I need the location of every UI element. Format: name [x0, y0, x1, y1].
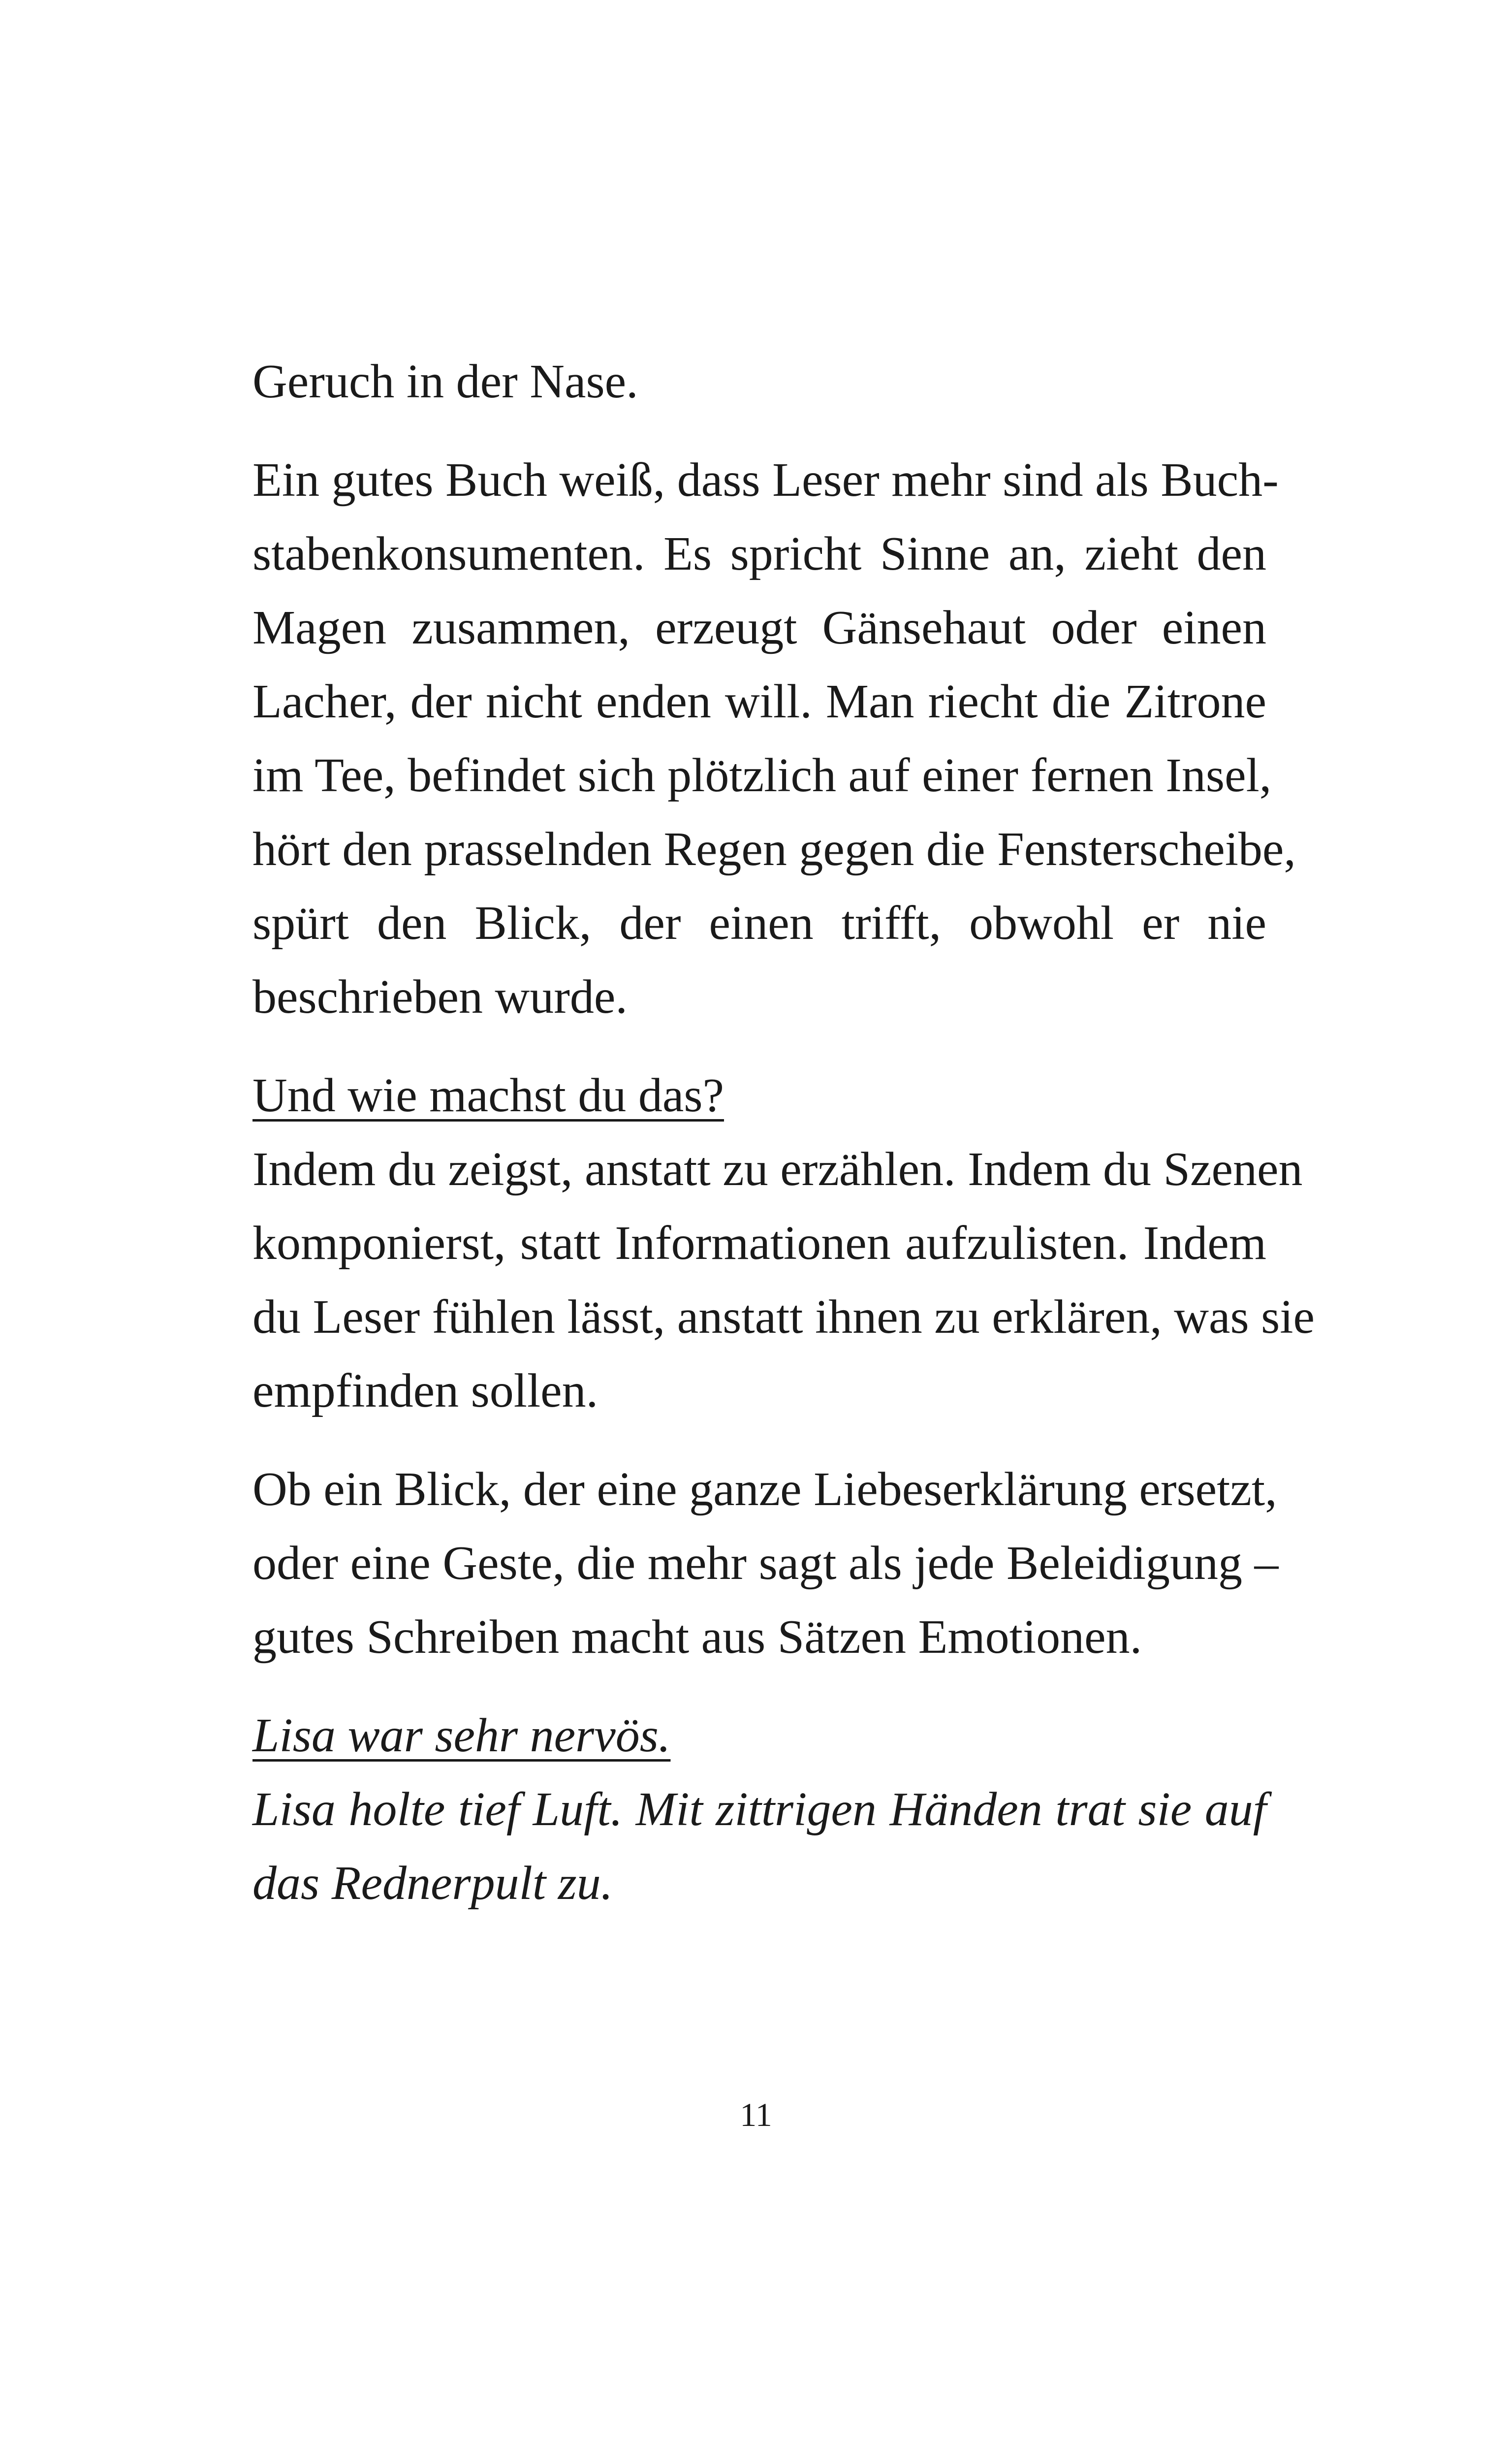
text-line: im Tee, befindet sich plötzlich auf einer fernen Insel, [252, 749, 1272, 802]
text-line: stabenkonsumenten. Es spricht Sinne an, zieht den [252, 527, 1266, 580]
text-line: gutes Schreiben macht aus Sätzen Emotionen. [252, 1610, 1142, 1664]
paragraph [252, 1059, 1315, 1428]
text-line: Indem du zeigst, anstatt zu erzählen. Indem du Szenen [252, 1143, 1303, 1196]
text-line: Ein gutes Buch weiß, dass Leser mehr sind als Buch- [252, 453, 1279, 507]
example-heading: Lisa war sehr nervös. [252, 1709, 671, 1762]
page-number: 11 [740, 2096, 772, 2133]
text-line: hört den prasselnden Regen gegen die Fensterscheibe, [252, 823, 1296, 876]
text-line: Magen zusammen, erzeugt Gänsehaut oder einen [252, 601, 1266, 654]
paragraph-gap [252, 1428, 1266, 1452]
paragraph-gap [252, 1034, 1266, 1059]
page-text [252, 345, 1315, 1920]
text-line: oder eine Geste, die mehr sagt als jede Beleidigung – [252, 1537, 1279, 1590]
text-line: Lisa holte tief Luft. Mit zittrigen Händen trat sie auf [252, 1783, 1266, 1836]
text-line: empfinden sollen. [252, 1364, 598, 1417]
text-line: das Rednerpult zu. [252, 1857, 613, 1910]
text-line: Lacher, der nicht enden will. Man riecht die Zitrone [252, 675, 1266, 728]
paragraph [252, 1699, 1266, 1920]
text-line: spürt den Blick, der einen trifft, obwohl er nie [252, 897, 1266, 950]
text-line: Geruch in der Nase. [252, 355, 638, 408]
section-heading: Und wie machst du das? [252, 1069, 724, 1122]
paragraph-gap [252, 1674, 1266, 1699]
paragraph [252, 345, 1266, 418]
text-line: du Leser fühlen lässt, anstatt ihnen zu erklären, was sie [252, 1290, 1315, 1344]
text-line: komponierst, statt Informationen aufzulisten. Indem [252, 1217, 1266, 1270]
paragraph [252, 443, 1296, 1034]
paragraph [252, 1452, 1279, 1674]
paragraph-gap [252, 418, 1266, 443]
text-line: beschrieben wurde. [252, 970, 628, 1024]
text-line: Ob ein Blick, der eine ganze Liebeserklärung ersetzt, [252, 1463, 1277, 1516]
